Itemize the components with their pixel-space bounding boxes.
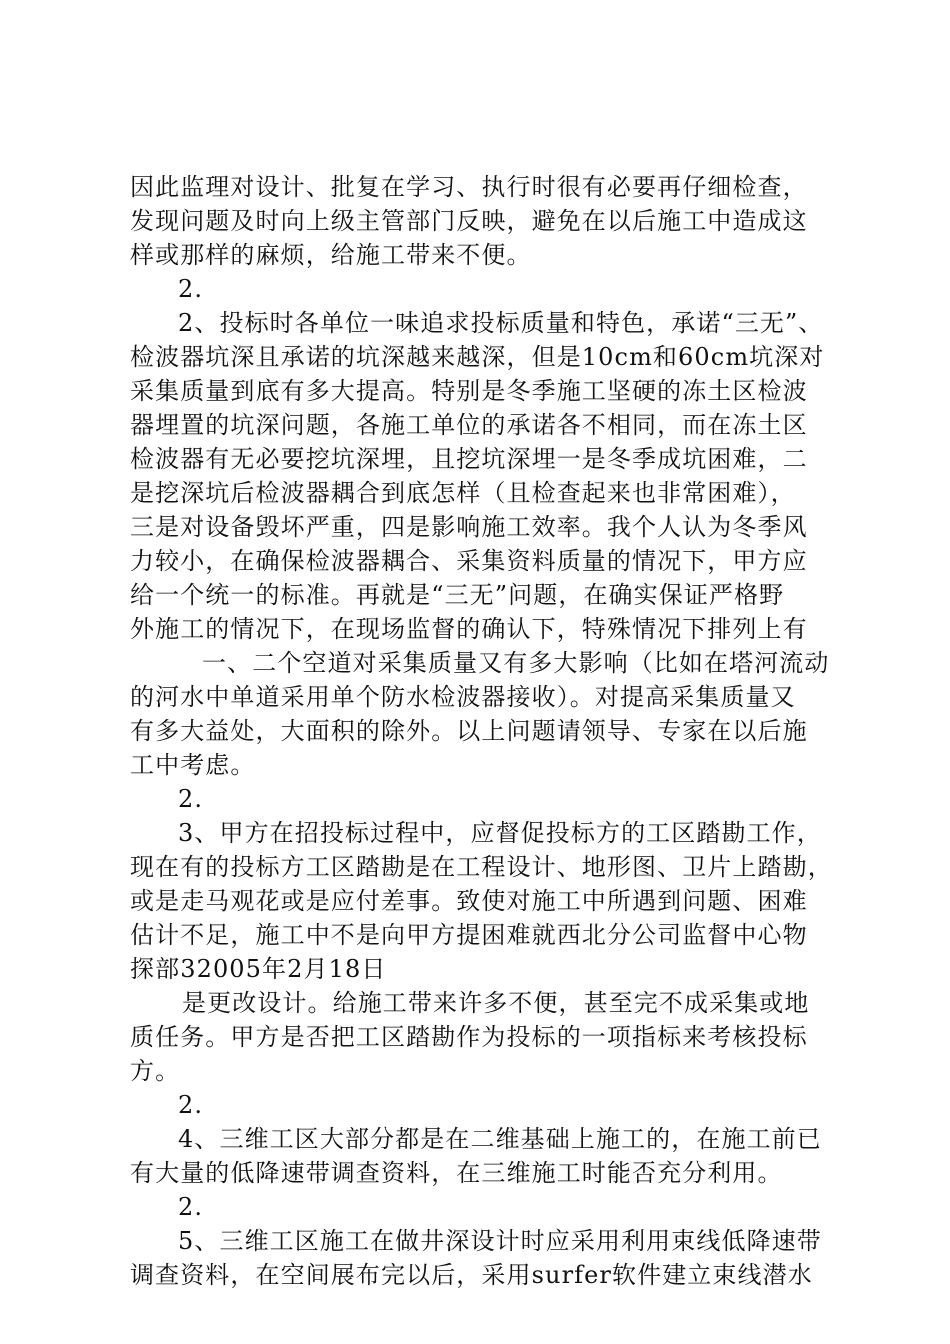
- text-line: 外施工的情况下，在现场监督的确认下，特殊情况下排列上有: [130, 615, 808, 643]
- text-line: 有大量的低降速带调查资料，在三维施工时能否充分利用。: [130, 1159, 783, 1187]
- text-line: 或是走马观花或是应付差事。致使对施工中所遇到问题、困难: [130, 887, 808, 915]
- text-line: 3、甲方在招投标过程中，应督促投标方的工区踏勘工作，: [178, 819, 822, 847]
- text-line: 工中考虑。: [130, 751, 256, 779]
- text-line: 方。: [130, 1057, 181, 1085]
- text-line: 是挖深坑后检波器耦合到底怎样（且检查起来也非常困难），: [130, 479, 796, 507]
- text-line: 调查资料，在空间展布完以后，采用surfer软件建立束线潜水: [130, 1261, 813, 1289]
- text-line: 探部32005年2月18日: [130, 955, 387, 983]
- text-line: 估计不足，施工中不是向甲方提困难就西北分公司监督中心物: [130, 921, 808, 949]
- text-line: 质任务。甲方是否把工区踏勘作为投标的一项指标来考核投标: [130, 1023, 808, 1051]
- text-line: 2、投标时各单位一味追求投标质量和特色，承诺“三无”、: [178, 309, 824, 337]
- text-line: 2.: [178, 1193, 204, 1221]
- text-line: 现在有的投标方工区踏勘是在工程设计、地形图、卫片上踏勘，: [130, 853, 833, 881]
- text-line: 4、三维工区大部分都是在二维基础上施工的，在施工前已: [178, 1125, 822, 1153]
- text-line: 给一个统一的标准。再就是“三无”问题，在确实保证严格野: [130, 581, 785, 609]
- text-line: 一、二个空道对采集质量又有多大影响（比如在塔河流动: [202, 649, 830, 677]
- text-line: 三是对设备毁坏严重，四是影响施工效率。我个人认为冬季风: [130, 513, 808, 541]
- text-line: 有多大益处，大面积的除外。以上问题请领导、专家在以后施: [130, 717, 808, 745]
- text-line: 器埋置的坑深问题，各施工单位的承诺各不相同，而在冻土区: [130, 411, 808, 439]
- text-line: 采集质量到底有多大提高。特别是冬季施工坚硬的冻土区检波: [130, 377, 808, 405]
- text-line: 2.: [178, 1091, 204, 1119]
- text-line: 样或那样的麻烦，给施工带来不便。: [130, 241, 532, 269]
- document-body: [130, 170, 833, 1292]
- text-line: 是更改设计。给施工带来许多不便，甚至完不成采集或地: [182, 989, 810, 1017]
- text-line: 2.: [178, 785, 204, 813]
- text-line: 发现问题及时向上级主管部门反映，避免在以后施工中造成这: [130, 207, 808, 235]
- text-line: 力较小，在确保检波器耦合、采集资料质量的情况下，甲方应: [130, 547, 808, 575]
- text-line: 检波器有无必要挖坑深埋，且挖坑深埋一是冬季成坑困难，二: [130, 445, 808, 473]
- text-line: 的河水中单道采用单个防水检波器接收）。对提高采集质量又: [130, 683, 796, 711]
- text-line: 2.: [178, 275, 204, 303]
- text-line: 检波器坑深且承诺的坑深越来越深，但是10cm和60cm坑深对: [130, 343, 825, 371]
- text-line: 5、三维工区施工在做井深设计时应采用利用束线低降速带: [178, 1227, 822, 1255]
- text-line: 因此监理对设计、批复在学习、执行时很有必要再仔细检查，: [130, 173, 808, 201]
